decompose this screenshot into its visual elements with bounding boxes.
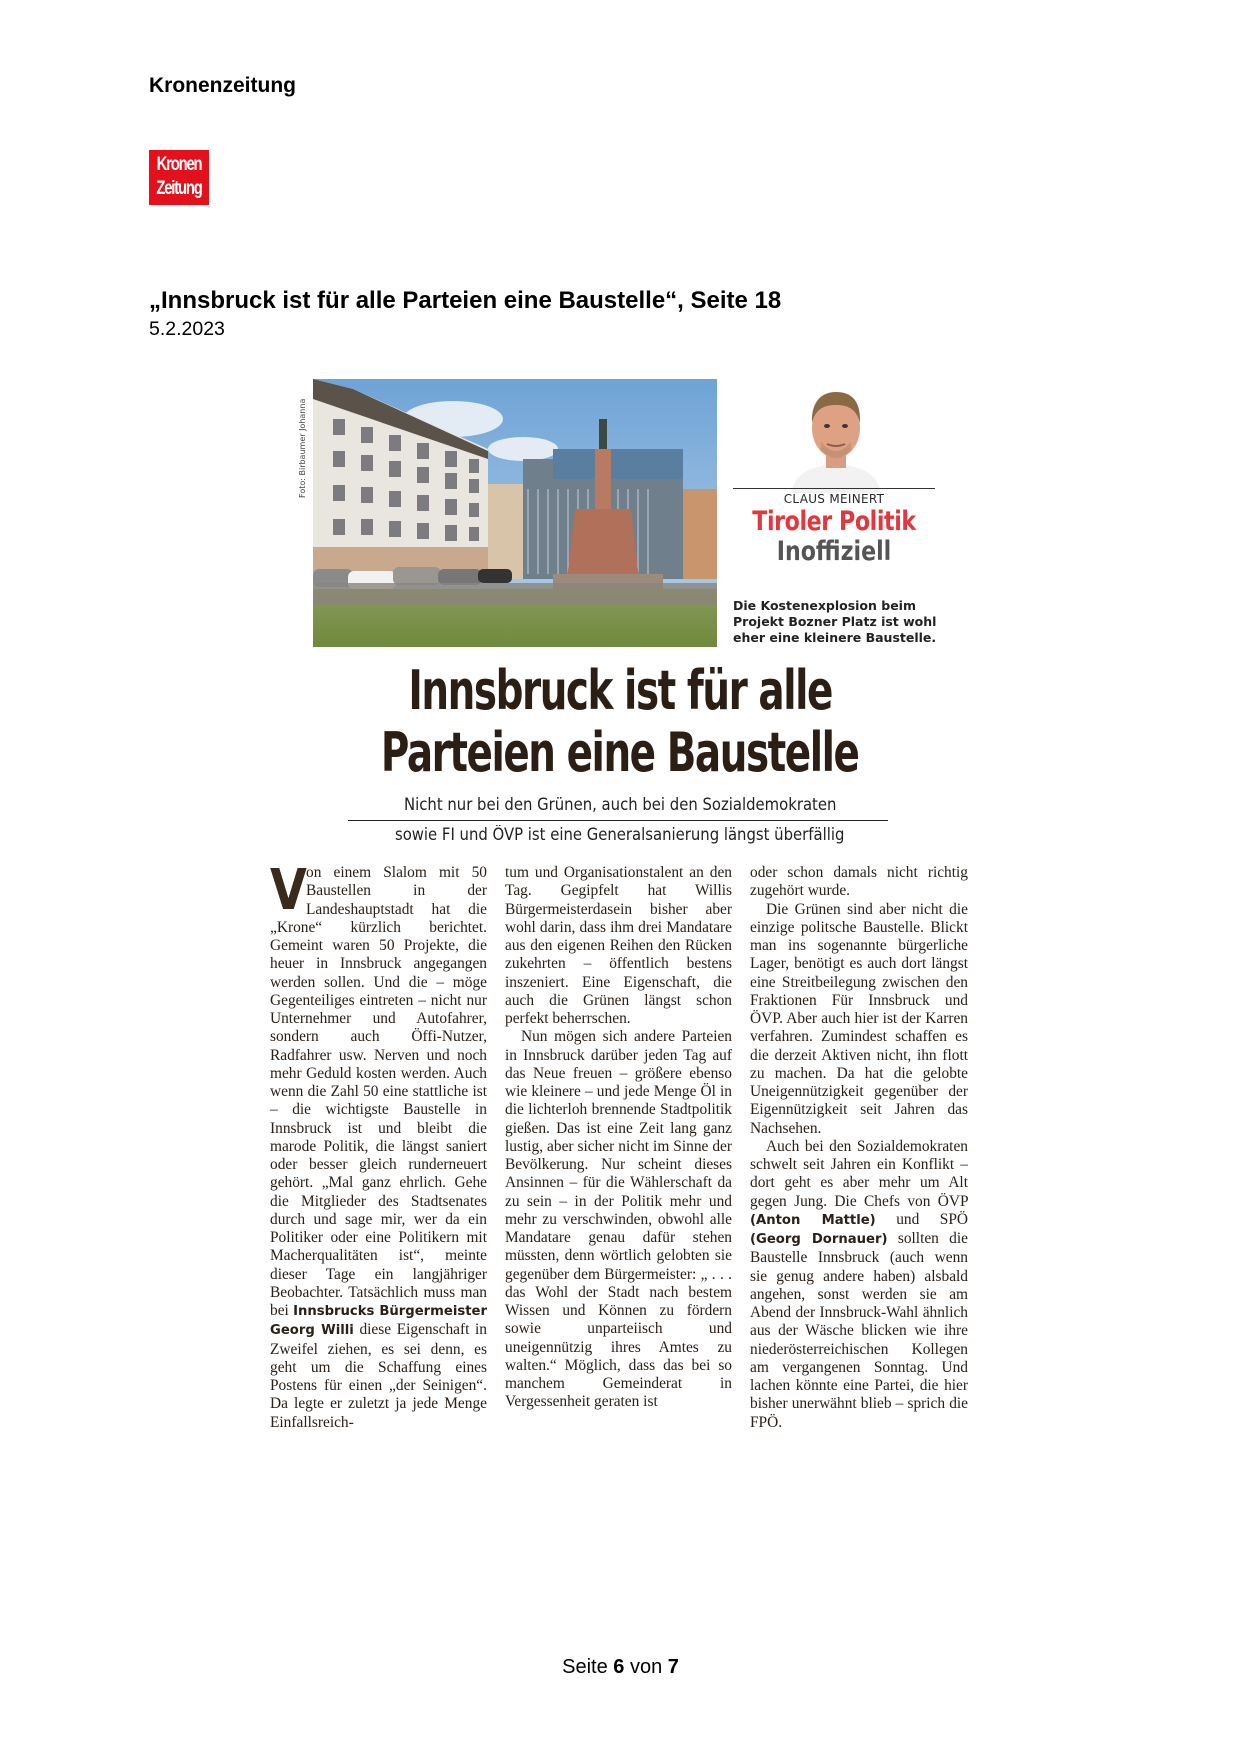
author-portrait bbox=[781, 378, 891, 493]
newspaper-clipping bbox=[270, 370, 970, 1550]
article-headline bbox=[270, 660, 970, 784]
bozner-platz-photo bbox=[313, 379, 717, 647]
deck-divider bbox=[348, 820, 888, 821]
paragraph: oder schon damals nicht richtig zugehört wurde. bbox=[750, 864, 968, 900]
author-name: CLAUS MEINERT bbox=[783, 492, 885, 506]
footer-prefix: Seite bbox=[562, 1656, 608, 1678]
photo-illustration bbox=[313, 379, 717, 647]
document-title: „Innsbruck ist für alle Parteien eine Baustelle“, Seite 18 bbox=[149, 287, 782, 314]
paragraph: Von einem Slalom mit 50 Baustellen in der Landeshauptstadt hat die „Krone“ kürzlich berichtet. Gemeint waren 50 Projekte, die heuer in Innsbruck angegangen werden sollen. Und die – möge Gegenteiliges eintreten – nicht nur Unternehmer und Autofahrer, sondern auch Öffi-Nutzer, Radfahrer usw. Nerven und noch mehr Geduld kosten werden. Auch wenn die Zahl 50 eine stattliche ist – die wichtigste Baustelle in Innsbruck ist und bleibt die marode Politik, die längst saniert oder besser gleich runderneuert gehört. „Mal ganz ehrlich. Gehe die Mitglieder des Stadtsenates durch und sage mir, wer da ein Politiker oder eine Politikern mit Macherqualitäten ist“, meinte dieser Tage ein langjähriger Beobachter. Tatsächlich muss man bei Innsbrucks Bürgermeister Georg Willi diese Eigenschaft in Zweifel ziehen, es sei denn, es geht um die Schaffung eines Postens für einen „der Seinigen“. Da legte er zuletzt ja jede Menge Einfallsreich- bbox=[270, 858, 487, 1431]
headline-line-2: Parteien eine Baustelle bbox=[381, 721, 859, 784]
total-page-count: 7 bbox=[667, 1656, 679, 1678]
paragraph: tum und Organisationstalent an den Tag. Gegipfelt hat Willis Bürgermeisterdasein bisher aber wohl darin, dass ihm drei Mandatare aus den eigenen Reihen den Rücken zukehrten – öffentlich bestens inszeniert. Eine Eigenschaft, die auch die Grünen längst schon perfekt beherrschen. bbox=[505, 864, 732, 1027]
kronen-zeitung-logo bbox=[149, 150, 209, 205]
article-column-1 bbox=[270, 858, 487, 1432]
headline-line-1: Innsbruck ist für alle bbox=[408, 659, 832, 722]
author-column-box bbox=[733, 370, 935, 650]
column-subtitle: Inoffiziell bbox=[776, 536, 892, 567]
paragraph: Nun mögen sich andere Parteien in Innsbruck darüber jeden Tag auf das Neue freuen – größere ebenso wie kleinere – und jede Menge Öl in die lichterloh brennende Stadtpolitik gießen. Das ist eine Zeit lang ganz lustig, aber sicher nicht im Sinne der Bevölkerung. Nur scheint dieses Ansinnen – für die Wählerschaft da zu sein – in der Politik mehr und mehr zu verschwinden, obwohl alle Mandatare genau dafür stehen müssten, denn wörtlich gelobten sie gegenüber dem Bürgermeister: „ . . . das Wohl der Stadt nach bestem Wissen und Können zu fördern sowie unparteiisch und uneigennützig ihres Amtes zu walten.“ Möglich, dass das bei so manchem Gemeinderat in Vergessenheit geraten ist bbox=[505, 1028, 732, 1411]
teaser-text: Die Kostenexplosion beim Projekt Bozner Platz ist wohl eher eine kleinere Baustelle. bbox=[733, 598, 937, 645]
article-column-2 bbox=[505, 864, 732, 1412]
photo-credit: Foto: Birbaumer Johanna bbox=[298, 398, 307, 498]
logo-line-1: Kronen bbox=[156, 154, 202, 175]
source-name: Kronenzeitung bbox=[149, 74, 296, 97]
deck-line-1: Nicht nur bei den Grünen, auch bei den Sozialdemokraten bbox=[403, 795, 837, 814]
document-date: 5.2.2023 bbox=[149, 318, 225, 340]
logo-line-2: Zeitung bbox=[156, 178, 202, 199]
column-title: Tiroler Politik bbox=[752, 506, 916, 537]
footer-middle: von bbox=[629, 1656, 663, 1678]
paragraph: Auch bei den Sozialdemokraten schwelt seit Jahren ein Konflikt – dort geht es aber mehr um Alt gegen Jung. Die Chefs von ÖVP (Anton Mattle) und SPÖ (Georg Dornauer) sollten die Baustelle Innsbruck (auch wenn sie genug andere haben) alsbald angehen, sonst werden sie am Abend der Innsbruck-Wahl ähnlich aus der Wäsche blicken wie ihre niederösterreichischen Kollegen am vergangenen Sonntag. Und lachen könnte eine Partei, die hier bisher unerwähnt blieb – sprich die FPÖ. bbox=[750, 1137, 968, 1431]
highlighted-name: (Anton Mattle) bbox=[750, 1212, 876, 1228]
paragraph: Die Grünen sind aber nicht die einzige politsche Baustelle. Blickt man ins sogenannte bürgerliche Lager, benötigt es auch dort längst eine Streitbeilegung zwischen den Fraktionen Für Innsbruck und ÖVP. Aber auch hier ist der Karren verfahren. Zumindest schaffen es die derzeit Aktiven nicht, ihn flott zu machen. Da hat die gelobte Uneigennützigkeit gegenüber der Eigennützigkeit seit Jahren das Nachsehen. bbox=[750, 900, 968, 1137]
drop-cap: V bbox=[270, 858, 307, 923]
current-page-number: 6 bbox=[613, 1656, 625, 1678]
highlighted-name: (Georg Dornauer) bbox=[750, 1232, 888, 1247]
article-column-3 bbox=[750, 864, 968, 1432]
highlighted-name: Innsbrucks Bürgermeister Georg Willi bbox=[270, 1304, 487, 1339]
page-footer bbox=[0, 1656, 1241, 1679]
deck-line-2: sowie FI und ÖVP ist eine Generalsanierung längst überfällig bbox=[395, 825, 845, 844]
author-divider bbox=[733, 488, 935, 489]
